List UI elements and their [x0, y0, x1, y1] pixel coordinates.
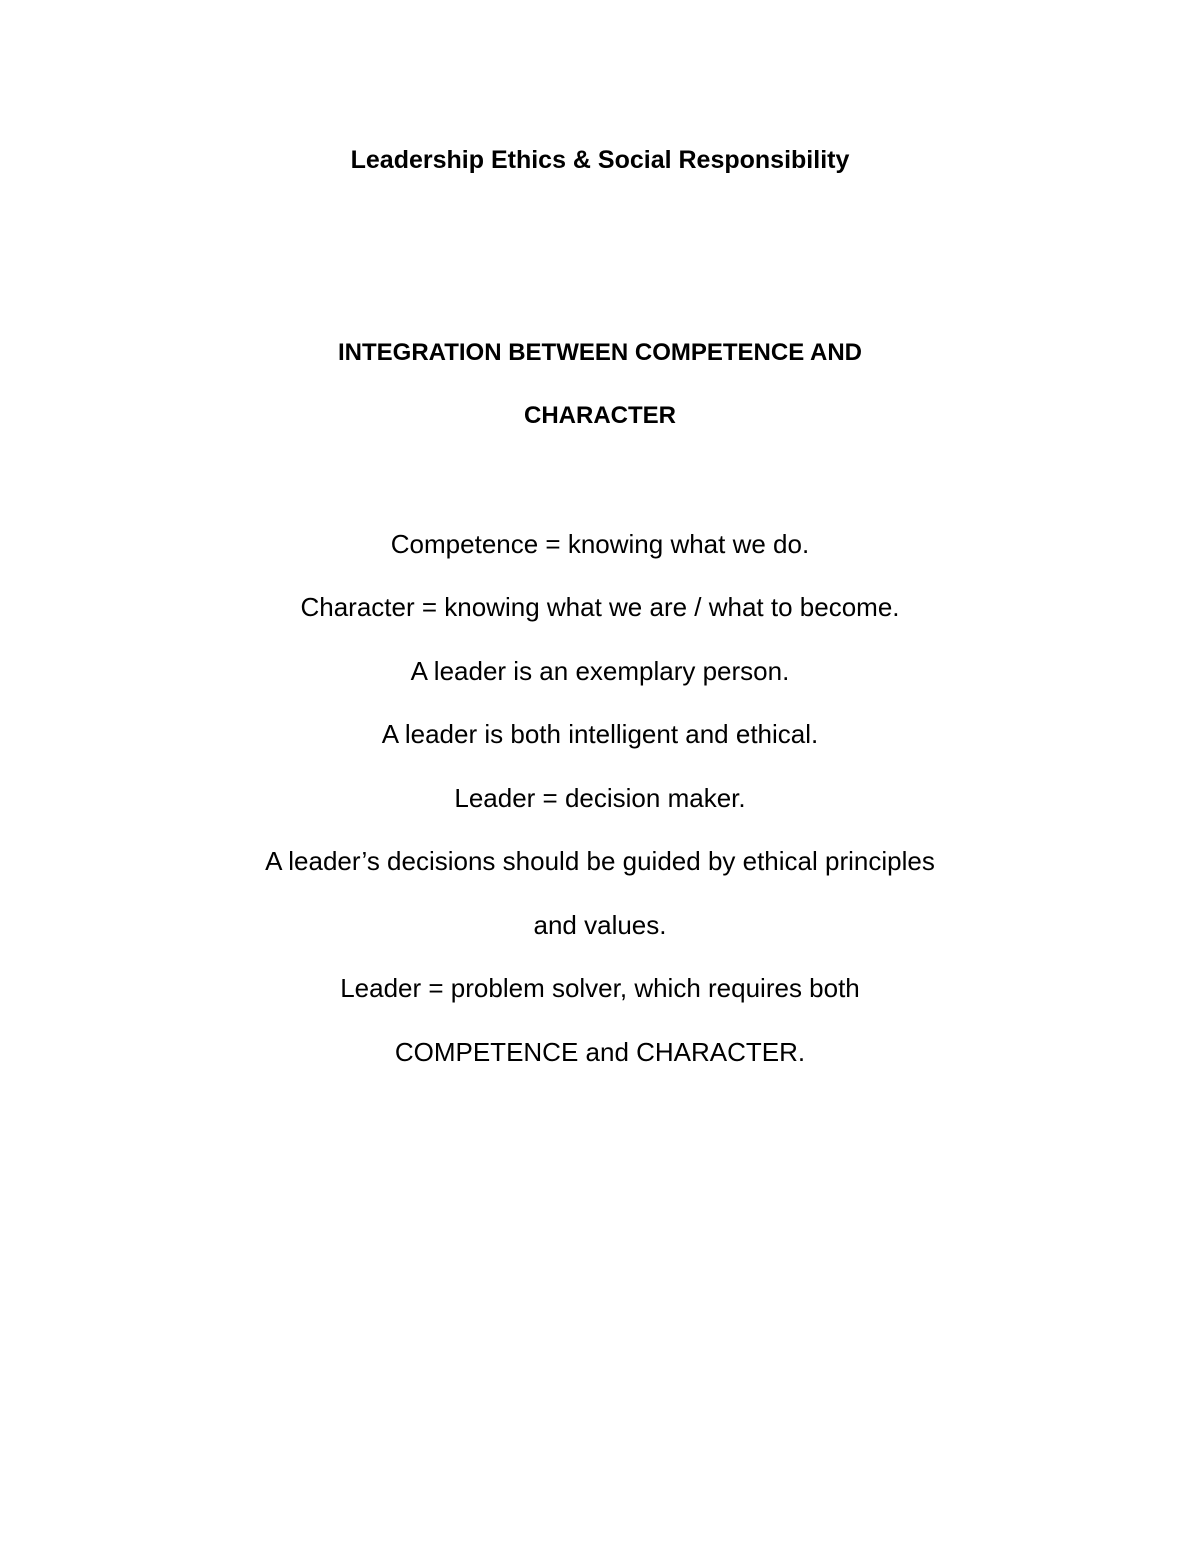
- body-line-intelligent-ethical: A leader is both intelligent and ethical.: [381, 719, 819, 749]
- body-line-competence: Competence = knowing what we do.: [390, 529, 810, 559]
- section-heading-line-1: INTEGRATION BETWEEN COMPETENCE AND: [337, 339, 862, 366]
- body-line-problem-solver: Leader = problem solver, which requires both: [340, 973, 860, 1003]
- body-line-character: Character = knowing what we are / what to become.: [300, 592, 900, 622]
- document-title: Leadership Ethics & Social Responsibility: [350, 146, 850, 174]
- body-line-exemplary: A leader is an exemplary person.: [410, 656, 790, 686]
- body-line-competence-and-character: COMPETENCE and CHARACTER.: [394, 1037, 806, 1067]
- section-heading-line-2: CHARACTER: [524, 402, 676, 429]
- body-line-decisions-guided: A leader’s decisions should be guided by ethical principles: [265, 846, 935, 876]
- body-line-decision-maker: Leader = decision maker.: [454, 783, 746, 813]
- body-line-and-values: and values.: [533, 910, 667, 940]
